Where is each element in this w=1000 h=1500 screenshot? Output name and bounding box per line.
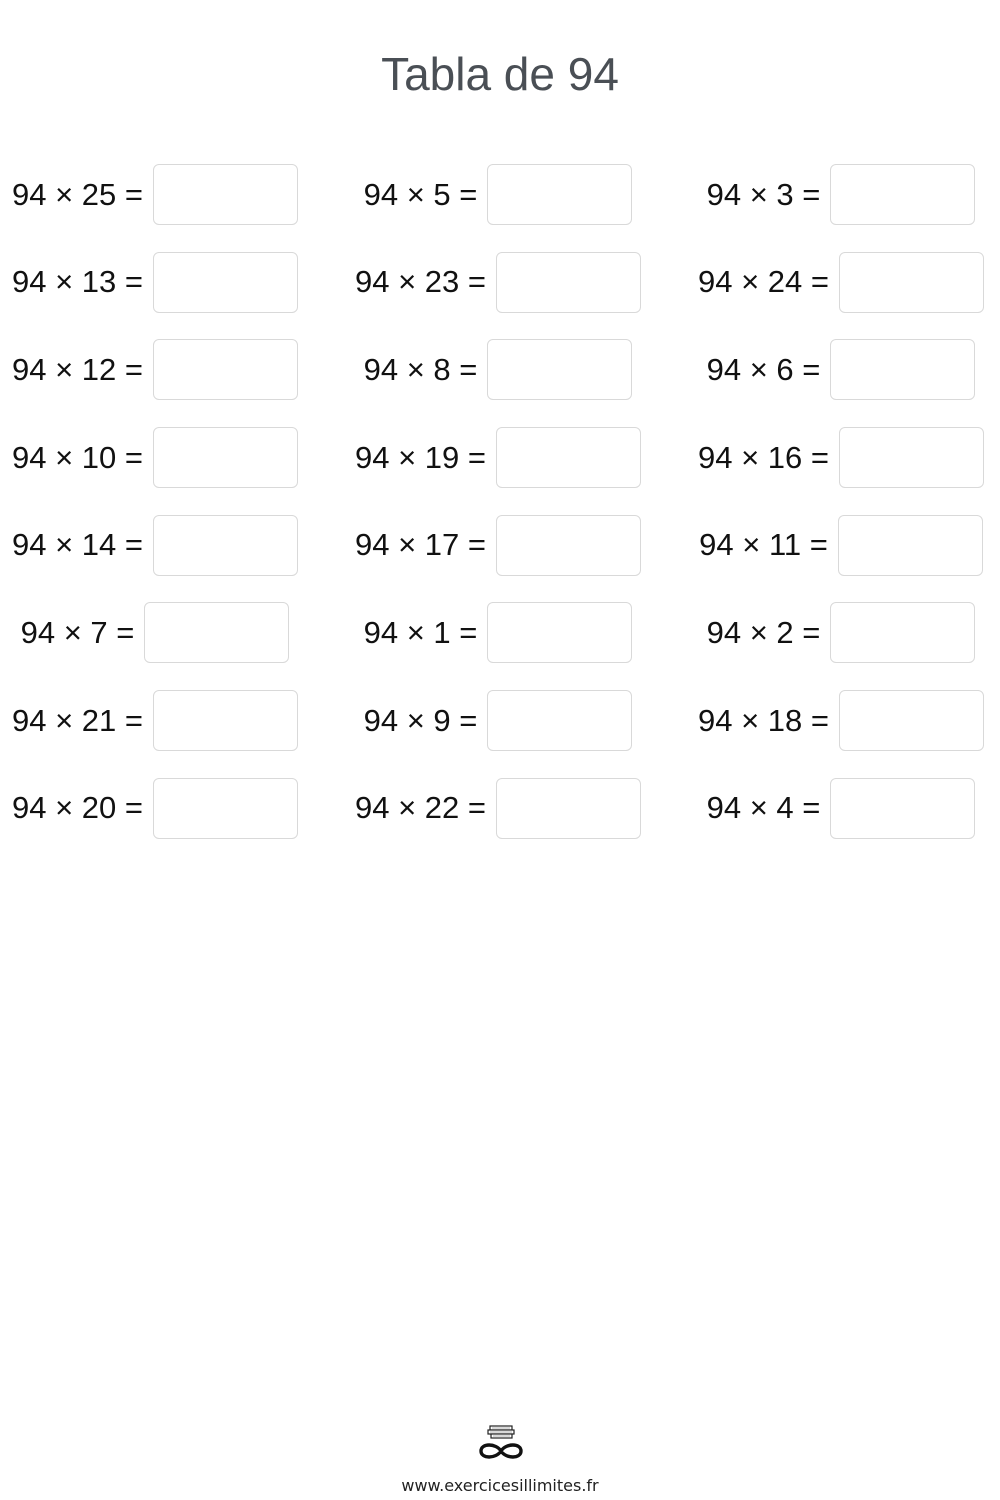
exercise-item xyxy=(0,601,320,664)
answer-input[interactable] xyxy=(487,339,632,400)
answer-input[interactable] xyxy=(153,252,298,313)
exercise-item xyxy=(333,689,663,752)
answer-input[interactable] xyxy=(487,164,632,225)
answer-input[interactable] xyxy=(153,778,298,839)
exercise-item xyxy=(333,426,663,489)
answer-input[interactable] xyxy=(830,778,975,839)
answer-input[interactable] xyxy=(839,427,984,488)
answer-input[interactable] xyxy=(830,339,975,400)
answer-input[interactable] xyxy=(153,515,298,576)
exercise-item xyxy=(0,163,320,226)
multiplication-expression: 94 × 17 = xyxy=(354,527,486,563)
multiplication-expression: 94 × 5 = xyxy=(363,176,478,212)
multiplication-expression: 94 × 11 = xyxy=(699,527,828,563)
exercise-row xyxy=(0,514,1000,577)
answer-input[interactable] xyxy=(153,427,298,488)
exercise-row xyxy=(0,338,1000,401)
answer-input[interactable] xyxy=(144,602,289,663)
exercise-item xyxy=(0,777,320,840)
exercise-item xyxy=(676,426,1000,489)
exercise-item xyxy=(333,251,663,314)
multiplication-expression: 94 × 7 = xyxy=(20,614,135,650)
multiplication-expression: 94 × 18 = xyxy=(697,702,829,738)
exercise-item xyxy=(676,163,1000,226)
answer-input[interactable] xyxy=(496,252,641,313)
exercise-item xyxy=(333,514,663,577)
exercise-item xyxy=(676,689,1000,752)
website-url: www.exercicesillimites.fr xyxy=(401,1476,599,1495)
multiplication-expression: 94 × 1 = xyxy=(363,614,478,650)
exercise-row xyxy=(0,601,1000,664)
exercise-item xyxy=(333,777,663,840)
exercise-item xyxy=(0,251,320,314)
multiplication-expression: 94 × 22 = xyxy=(354,790,486,826)
multiplication-expression: 94 × 14 = xyxy=(11,527,143,563)
multiplication-expression: 94 × 20 = xyxy=(11,790,143,826)
answer-input[interactable] xyxy=(838,515,983,576)
exercise-row xyxy=(0,426,1000,489)
multiplication-expression: 94 × 21 = xyxy=(11,702,143,738)
exercise-grid xyxy=(0,163,1000,865)
multiplication-expression: 94 × 13 = xyxy=(11,264,143,300)
exercise-row xyxy=(0,689,1000,752)
exercise-item xyxy=(676,601,1000,664)
answer-input[interactable] xyxy=(496,427,641,488)
answer-input[interactable] xyxy=(153,690,298,751)
multiplication-expression: 94 × 12 = xyxy=(11,351,143,387)
answer-input[interactable] xyxy=(830,164,975,225)
answer-input[interactable] xyxy=(487,690,632,751)
answer-input[interactable] xyxy=(496,515,641,576)
answer-input[interactable] xyxy=(487,602,632,663)
exercise-item xyxy=(0,689,320,752)
answer-input[interactable] xyxy=(839,690,984,751)
exercise-item xyxy=(676,251,1000,314)
exercise-row xyxy=(0,777,1000,840)
answer-input[interactable] xyxy=(153,164,298,225)
exercise-row xyxy=(0,163,1000,226)
exercise-item xyxy=(676,514,1000,577)
exercise-item xyxy=(676,777,1000,840)
exercise-row xyxy=(0,251,1000,314)
exercise-item xyxy=(676,338,1000,401)
exercise-item xyxy=(333,601,663,664)
multiplication-expression: 94 × 10 = xyxy=(11,439,143,475)
multiplication-expression: 94 × 16 = xyxy=(697,439,829,475)
multiplication-expression: 94 × 3 = xyxy=(706,176,821,212)
exercise-item xyxy=(0,426,320,489)
exercise-item xyxy=(333,338,663,401)
multiplication-expression: 94 × 24 = xyxy=(697,264,829,300)
multiplication-expression: 94 × 4 = xyxy=(706,790,821,826)
multiplication-expression: 94 × 19 = xyxy=(354,439,486,475)
multiplication-expression: 94 × 23 = xyxy=(354,264,486,300)
multiplication-expression: 94 × 25 = xyxy=(11,176,143,212)
multiplication-expression: 94 × 2 = xyxy=(706,614,821,650)
exercise-item xyxy=(0,338,320,401)
exercise-item xyxy=(0,514,320,577)
multiplication-expression: 94 × 8 = xyxy=(363,351,478,387)
exercise-item xyxy=(333,163,663,226)
answer-input[interactable] xyxy=(830,602,975,663)
page-title: Tabla de 94 xyxy=(381,48,619,100)
answer-input[interactable] xyxy=(496,778,641,839)
infinity-books-logo-icon xyxy=(476,1424,526,1464)
multiplication-expression: 94 × 9 = xyxy=(363,702,478,738)
answer-input[interactable] xyxy=(153,339,298,400)
multiplication-expression: 94 × 6 = xyxy=(706,351,821,387)
answer-input[interactable] xyxy=(839,252,984,313)
